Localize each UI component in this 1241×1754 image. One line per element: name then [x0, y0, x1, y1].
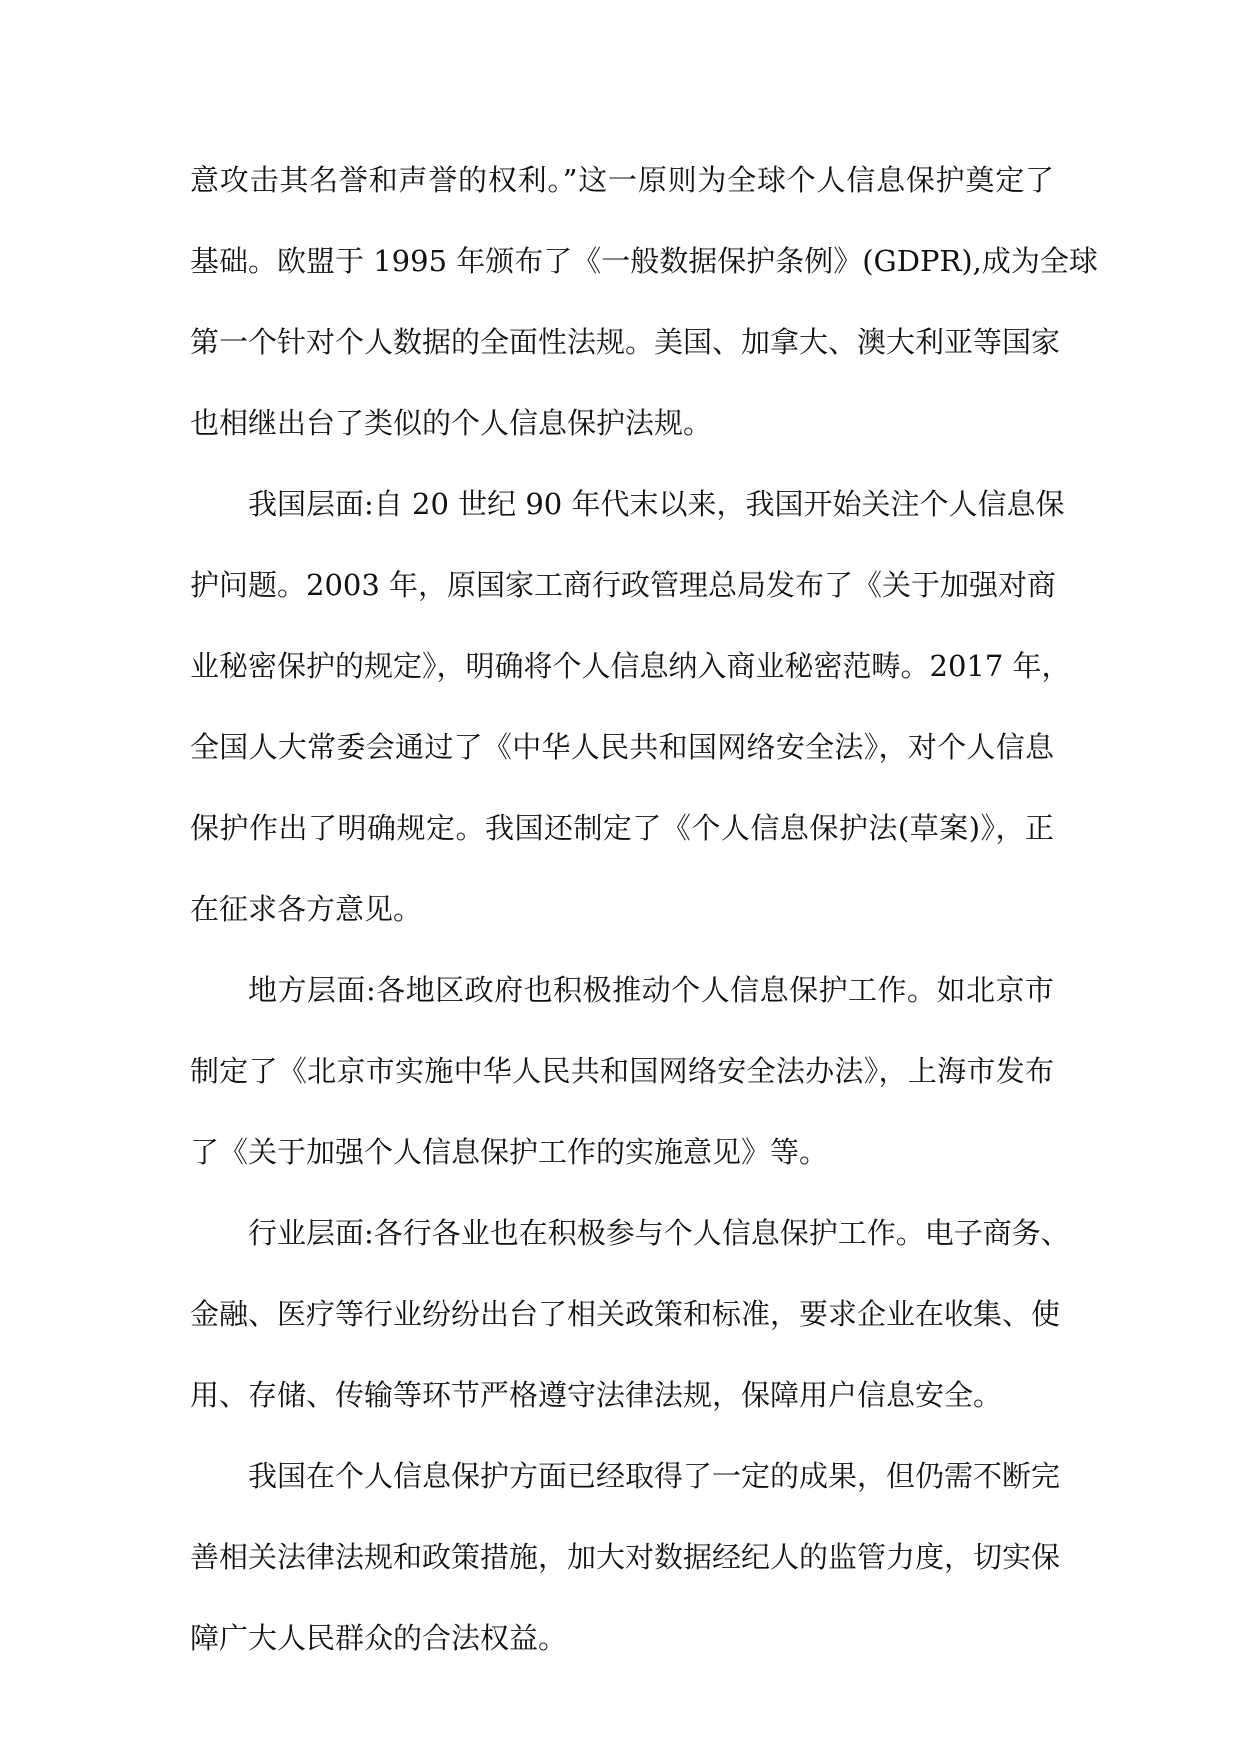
body-text	[190, 140, 1098, 1679]
paragraph-start-line: 我国层面:自 20 世纪 90 年代末以来，我国开始关注个人信息保	[248, 487, 1065, 521]
text-line: 基础。欧盟于 1995 年颁布了《一般数据保护条例》(GDPR),成为全球	[190, 244, 1098, 278]
text-line: 了《关于加强个人信息保护工作的实施意见》等。	[190, 1135, 829, 1169]
text-line: 也相继出台了类似的个人信息保护法规。	[190, 406, 713, 440]
text-line: 制定了《北京市实施中华人民共和国网络安全法办法》，上海市发布	[190, 1054, 1054, 1088]
paragraph-start-line: 我国在个人信息保护方面已经取得了一定的成果，但仍需不断完	[248, 1459, 1061, 1493]
text-line: 保护作出了明确规定。我国还制定了《个人信息保护法(草案)》，正	[190, 811, 1054, 845]
text-line: 善相关法律法规和政策措施，加大对数据经纪人的监管力度，切实保	[190, 1540, 1061, 1574]
paragraph-start-line: 行业层面:各行各业也在积极参与个人信息保护工作。电子商务、	[248, 1216, 1070, 1250]
text-line: 障广大人民群众的合法权益。	[190, 1621, 568, 1655]
text-line: 金融、医疗等行业纷纷出台了相关政策和标准，要求企业在收集、使	[190, 1297, 1061, 1331]
text-line: 第一个针对个人数据的全面性法规。美国、加拿大、澳大利亚等国家	[190, 325, 1061, 359]
text-line: 护问题。2003 年，原国家工商行政管理总局发布了《关于加强对商	[190, 568, 1057, 602]
text-line: 业秘密保护的规定》，明确将个人信息纳入商业秘密范畴。2017 年，	[190, 649, 1071, 683]
text-line: 全国人大常委会通过了《中华人民共和国网络安全法》，对个人信息	[190, 730, 1054, 764]
paragraph-start-line: 地方层面:各地区政府也积极推动个人信息保护工作。如北京市	[248, 973, 1054, 1007]
text-line: 意攻击其名誉和声誉的权利。”这一原则为全球个人信息保护奠定了	[190, 163, 1054, 197]
text-line: 在征求各方意见。	[190, 892, 423, 926]
text-line: 用、存储、传输等环节严格遵守法律法规，保障用户信息安全。	[190, 1378, 1003, 1412]
